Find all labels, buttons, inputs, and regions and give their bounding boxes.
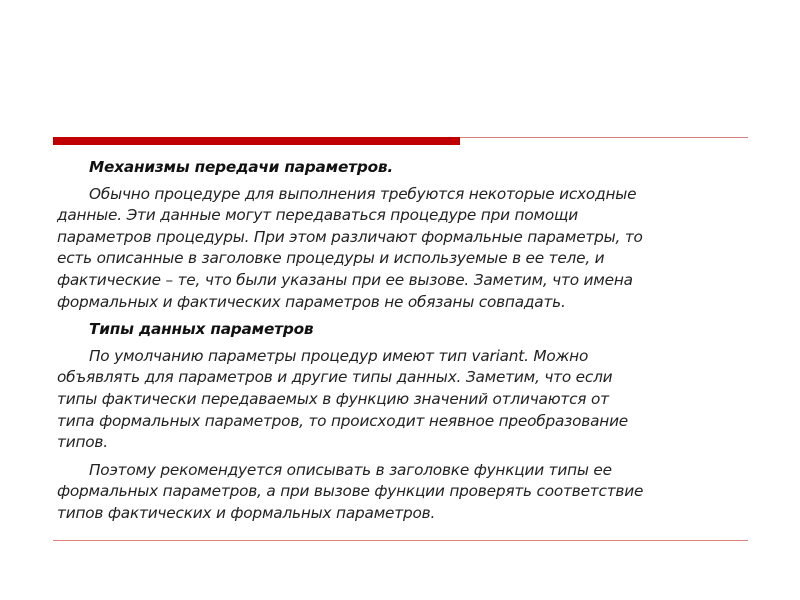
text-line: типы фактически передаваемых в функцию значений отличаются от [57,389,609,408]
heading-parameter-passing: Механизмы передачи параметров. [89,158,393,176]
text-line: данные. Эти данные могут передаваться процедуре при помощи [57,206,578,225]
text-line: типов. [57,433,108,452]
paragraph-1 [57,184,757,314]
text-line: По умолчанию параметры процедур имеют тип variant. Можно [89,346,589,365]
text-line: Обычно процедуре для выполнения требуются некоторые исходные [89,184,637,203]
text-line: объявлять для параметров и другие типы данных. Заметим, что если [57,368,613,387]
footer-divider-line [53,540,748,541]
text-line: типа формальных параметров, то происходит неявное преобразование [57,411,629,430]
paragraph-3 [57,460,757,525]
title-divider-line [460,137,748,138]
title-accent-bar [53,137,460,145]
text-line: Поэтому рекомендуется описывать в заголовке функции типы ее [89,460,612,479]
text-line: есть описанные в заголовке процедуры и используемые в ее теле, и [57,249,605,268]
text-line: формальных параметров, а при вызове функции проверять соответствие [57,482,644,501]
text-line: типов фактических и формальных параметров. [57,503,436,522]
paragraph-2 [57,346,757,454]
slide-body [57,157,757,531]
text-line: формальных и фактических параметров не обязаны совпадать. [57,292,566,311]
text-line: параметров процедуры. При этом различают формальные параметры, то [57,227,643,246]
text-line: фактические – те, что были указаны при ее вызове. Заметим, что имена [57,270,633,289]
heading-parameter-types: Типы данных параметров [89,320,314,339]
